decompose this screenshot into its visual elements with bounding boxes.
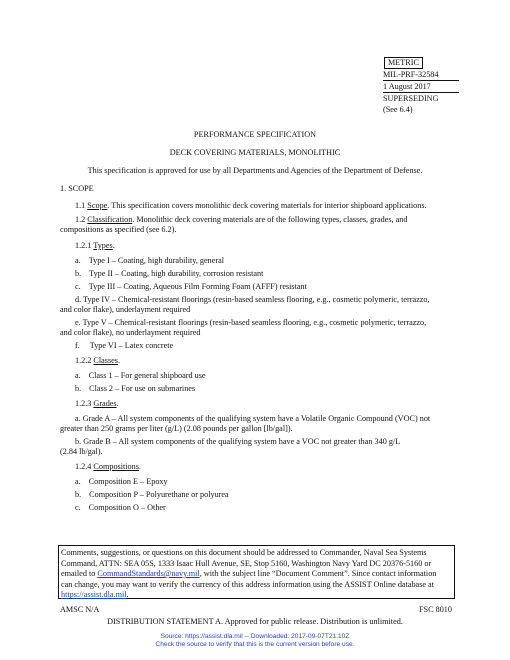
list-item: a. Class 1 – For general shipboard use (75, 371, 206, 380)
list-item-e-cont: and color flake), no underlayment required (60, 328, 201, 337)
comment-box: Comments, suggestions, or questions on this document should be addressed to Commander, Naval Sea Systems Command, ATTN: SEA 05S, 1333 Isaac Hull Avenue, SE, Stop 5160, Washington Navy Yard DC 20376-5160 or emailed to CommandStandards@navy.mil, with the subject line “Document Comment”. Since contact information can change, you may want to verify the currency of this address information using the ASSIST Online database at https://assist.dla.mil. (58, 545, 455, 599)
section-text: . Monolithic deck covering materials are of the following types, classes, grades, and (132, 215, 408, 224)
section-title: Classification (87, 215, 133, 224)
email-link[interactable]: CommandStandards@navy.mil (97, 569, 200, 578)
fsc-label: FSC 8010 (419, 605, 452, 614)
section-title: Scope (87, 201, 108, 210)
section-number: 1.2.4 (75, 462, 92, 471)
section-1-1 (75, 201, 427, 211)
superseding-label: SUPERSEDING (383, 94, 439, 103)
doc-id: MIL-PRF-32584 (383, 69, 459, 81)
grade-a: a. Grade A – All system components of the qualifying system have a Volatile Organic Compound (VOC) not (75, 414, 431, 423)
section-number: 1.2.3 (75, 399, 92, 408)
list-item: b. Type II – Coating, high durability, corrosion resistant (75, 269, 264, 278)
list-item: b. Class 2 – For use on submarines (75, 384, 196, 393)
section-1-2-3: 1.2.3 Grades. (75, 399, 119, 408)
list-item: c. Type III – Coating, Aqueous Film Forming Foam (AFFF) resistant (75, 282, 307, 291)
grade-a-cont: greater than 250 grams per liter (g/L) (2.08 pounds per gallon [lb/gal]). (60, 424, 293, 433)
list-item-d-cont: and color flake), underlayment required (60, 305, 191, 314)
section-1-2-2: 1.2.2 Classes. (75, 356, 121, 365)
grade-b-cont: (2.84 lb/gal). (60, 447, 103, 456)
section-number: 1.2.1 (75, 241, 92, 250)
approval-statement: This specification is approved for use by all Departments and Agencies of the Department of Defense. (87, 166, 423, 175)
list-item: a. Type I – Coating, high durability, general (75, 256, 225, 265)
list-item: c. Composition O – Other (75, 503, 166, 512)
section-title: Classes (93, 356, 118, 365)
section-title: Types (93, 241, 113, 250)
check-line: Check the source to verify that this is the current version before use. (155, 641, 355, 648)
document-header (383, 57, 463, 115)
distribution-statement: DISTRIBUTION STATEMENT A. Approved for public release. Distribution is unlimited. (107, 617, 403, 626)
section-1-2-1: 1.2.1 Types. (75, 241, 115, 250)
section-text: . This specification covers monolithic deck covering materials for interior shipboard applications. (107, 201, 427, 210)
section-number: 1.1 (75, 201, 86, 210)
see-reference: (See 6.4) (383, 105, 413, 114)
grade-b: b. Grade B – All system components of the qualifying system have a VOC not greater than 340 g/L (75, 437, 401, 446)
section-1-2-cont: compositions as specified (see 6.2). (60, 225, 177, 234)
doc-date: 1 August 2017 (383, 81, 459, 93)
spec-subject-title: DECK COVERING MATERIALS, MONOLITHIC (169, 148, 341, 157)
amsc-label: AMSC N/A (60, 605, 100, 614)
section-title: Grades (93, 399, 117, 408)
list-item-f: f. Type VI – Latex concrete (75, 341, 174, 350)
metric-label: METRIC (384, 57, 423, 69)
section-number: 1.2 (75, 215, 86, 224)
source-line: Source: https://assist.dla.mil -- Downloaded: 2017-09-07T21:10Z (160, 633, 350, 640)
section-number: 1.2.2 (75, 356, 92, 365)
scope-heading: 1. SCOPE (60, 184, 94, 193)
section-1-2 (75, 215, 407, 225)
assist-link[interactable]: https://assist.dla.mil (61, 590, 127, 599)
section-1-2-4: 1.2.4 Compositions. (75, 462, 141, 471)
list-item-d: d. Type IV – Chemical-resistant floorings (resin-based seamless flooring, e.g., cosmetic polymeric, terrazzo, (75, 295, 430, 304)
list-item-e: e. Type V – Chemical-resistant floorings (resin-based seamless flooring, e.g., cosmetic polymeric, terrazzo, (75, 318, 427, 327)
section-title: Compositions (93, 462, 139, 471)
list-item: a. Composition E – Epoxy (75, 477, 168, 486)
list-item: b. Composition P – Polyurethane or polyurea (75, 490, 229, 499)
spec-type-title: PERFORMANCE SPECIFICATION (193, 130, 317, 139)
